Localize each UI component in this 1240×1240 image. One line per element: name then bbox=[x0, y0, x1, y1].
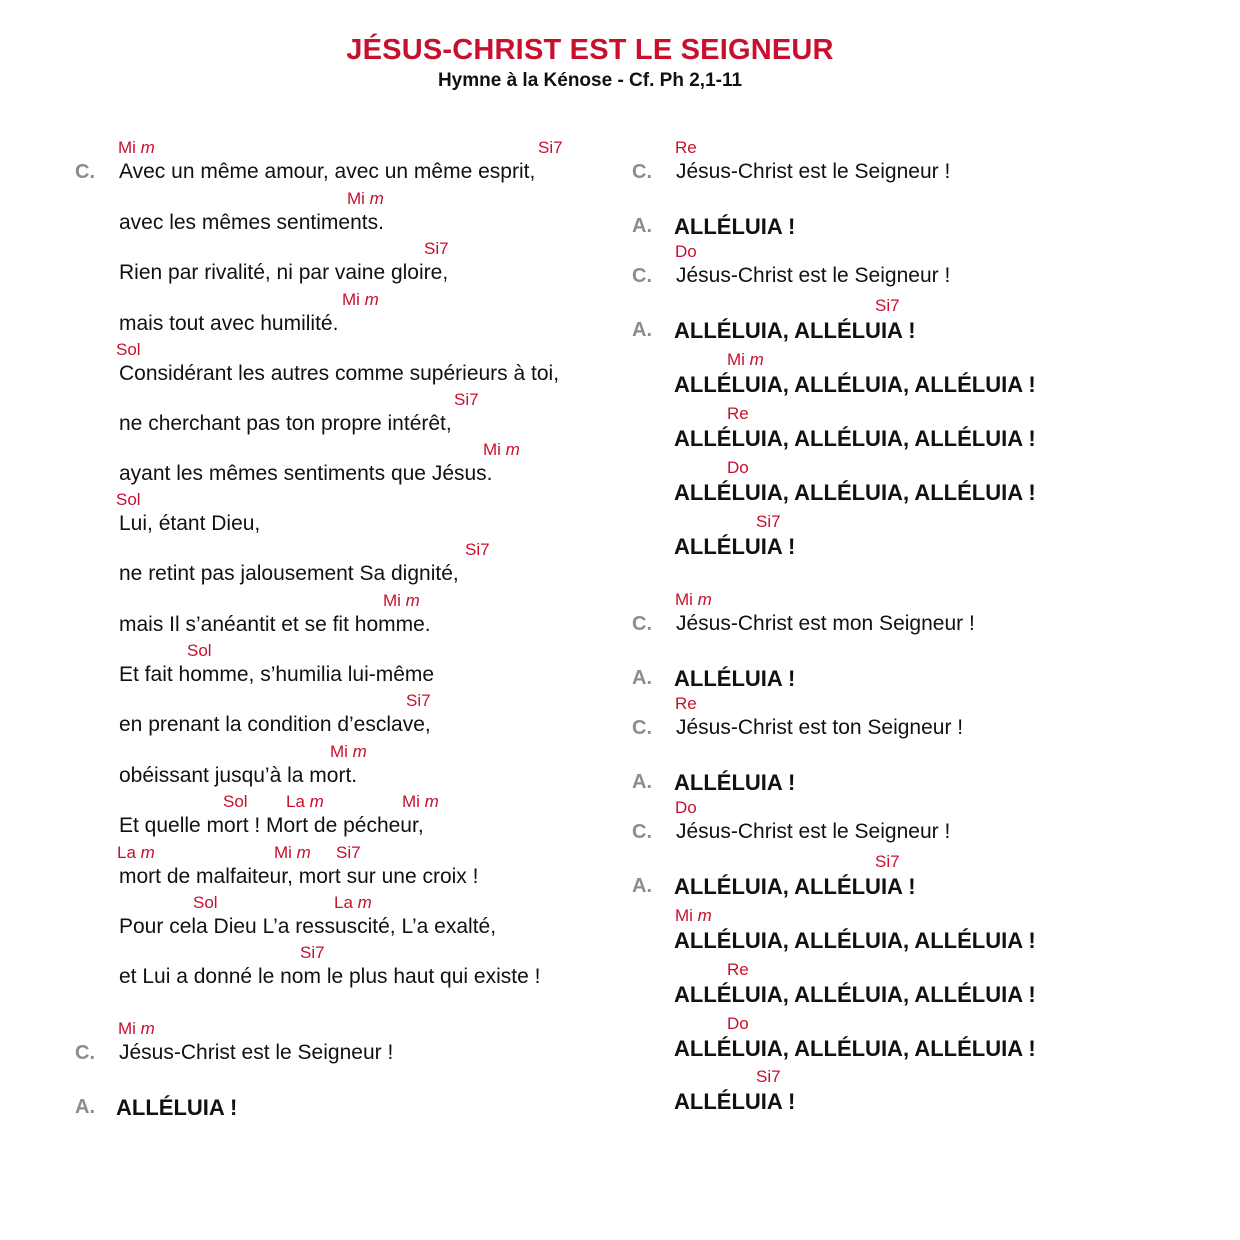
verse-label: A. bbox=[632, 875, 652, 897]
lyric-text: Jésus-Christ est le Seigneur ! bbox=[119, 1041, 394, 1064]
chord-label: Mi m bbox=[383, 591, 420, 610]
verse-label: C. bbox=[632, 613, 652, 635]
verse-line bbox=[632, 960, 1192, 1010]
lyric-text: ALLÉLUIA, ALLÉLUIA, ALLÉLUIA ! bbox=[674, 1036, 1036, 1061]
verse-label: A. bbox=[632, 319, 652, 341]
verse-label: C. bbox=[632, 821, 652, 843]
chord-label: Si7 bbox=[756, 1067, 781, 1086]
verse-line bbox=[75, 591, 615, 641]
lyric-text: mais tout avec humilité. bbox=[119, 312, 339, 335]
lyric-text: ne retint pas jalousement Sa dignité, bbox=[119, 562, 459, 585]
verse-line bbox=[632, 138, 1192, 188]
verse-line bbox=[632, 694, 1192, 744]
chord-label: Re bbox=[727, 404, 749, 423]
chord-label: Si7 bbox=[454, 390, 479, 409]
verse-label: A. bbox=[75, 1096, 95, 1118]
verse-line bbox=[632, 798, 1192, 848]
chord-label: Si7 bbox=[300, 943, 325, 962]
chord-label: Mi m bbox=[347, 189, 384, 208]
verse-label: C. bbox=[75, 161, 95, 183]
verse-label: C. bbox=[632, 717, 652, 739]
chord-label: Si7 bbox=[756, 512, 781, 531]
lyric-text: mort de malfaiteur, mort sur une croix ! bbox=[119, 865, 479, 888]
verse-label: A. bbox=[632, 771, 652, 793]
lyric-text: ALLÉLUIA, ALLÉLUIA, ALLÉLUIA ! bbox=[674, 426, 1036, 451]
lyric-text: Jésus-Christ est le Seigneur ! bbox=[676, 820, 951, 843]
verse-line bbox=[632, 906, 1192, 956]
verse-line bbox=[632, 242, 1192, 292]
lyric-text: Jésus-Christ est le Seigneur ! bbox=[676, 264, 951, 287]
lyric-text: ALLÉLUIA ! bbox=[674, 770, 796, 795]
lyric-text: ALLÉLUIA, ALLÉLUIA, ALLÉLUIA ! bbox=[674, 480, 1036, 505]
verse-line bbox=[632, 748, 1192, 798]
verse-line bbox=[632, 192, 1192, 242]
verse-label: C. bbox=[75, 1042, 95, 1064]
chord-label: Do bbox=[675, 798, 697, 817]
lyric-text: ALLÉLUIA ! bbox=[674, 534, 796, 559]
chord-label: Mi m bbox=[274, 843, 311, 862]
lyric-text: ALLÉLUIA, ALLÉLUIA, ALLÉLUIA ! bbox=[674, 928, 1036, 953]
verse-label: C. bbox=[632, 265, 652, 287]
chord-label: Re bbox=[675, 694, 697, 713]
verse-line bbox=[632, 458, 1192, 508]
chord-label: Re bbox=[727, 960, 749, 979]
song-title: JÉSUS-CHRIST EST LE SEIGNEUR bbox=[346, 34, 834, 66]
verse-label: A. bbox=[632, 215, 652, 237]
chord-label: Si7 bbox=[406, 691, 431, 710]
chord-label: Re bbox=[675, 138, 697, 157]
chord-label: Sol bbox=[116, 340, 141, 359]
lyric-text: Jésus-Christ est mon Seigneur ! bbox=[676, 612, 975, 635]
verse-line bbox=[632, 1014, 1192, 1064]
chord-label: Do bbox=[727, 1014, 749, 1033]
verse-line bbox=[75, 943, 615, 993]
chord-label: Si7 bbox=[424, 239, 449, 258]
verse-line bbox=[75, 189, 615, 239]
chord-label: Si7 bbox=[875, 296, 900, 315]
lyric-text: Jésus-Christ est ton Seigneur ! bbox=[676, 716, 964, 739]
verse-label: A. bbox=[632, 667, 652, 689]
lyric-text: Jésus-Christ est le Seigneur ! bbox=[676, 160, 951, 183]
chord-label: Mi m bbox=[118, 1019, 155, 1038]
lyric-text: Et quelle mort ! Mort de pécheur, bbox=[119, 814, 424, 837]
chord-label: Sol bbox=[116, 490, 141, 509]
chord-label: Do bbox=[675, 242, 697, 261]
verse-line bbox=[75, 1019, 615, 1069]
lyric-text: ALLÉLUIA ! bbox=[674, 1089, 796, 1114]
verse-line bbox=[75, 742, 615, 792]
chord-label: Mi m bbox=[483, 440, 520, 459]
lyric-text: Avec un même amour, avec un même esprit, bbox=[119, 160, 536, 183]
lyric-text: mais Il s’anéantit et se fit homme. bbox=[119, 613, 431, 636]
chord-label: Mi m bbox=[118, 138, 155, 157]
song-subtitle: Hymne à la Kénose - Cf. Ph 2,1-11 bbox=[437, 70, 743, 91]
lyric-text: Et fait homme, s’humilia lui-même bbox=[119, 663, 435, 686]
chord-label: Mi m bbox=[342, 290, 379, 309]
chord-label: Mi m bbox=[675, 906, 712, 925]
verse-line bbox=[75, 490, 615, 540]
verse-line bbox=[75, 641, 615, 691]
lyric-text: Lui, étant Dieu, bbox=[119, 512, 261, 535]
chord-label: Sol bbox=[193, 893, 218, 912]
lyric-text: ayant les mêmes sentiments que Jésus. bbox=[119, 462, 493, 485]
verse-label: C. bbox=[632, 161, 652, 183]
verse-line bbox=[632, 350, 1192, 400]
chord-label: Mi m bbox=[330, 742, 367, 761]
chord-label: Si7 bbox=[465, 540, 490, 559]
chord-label: Si7 bbox=[538, 138, 563, 157]
verse-line bbox=[75, 792, 615, 842]
chord-label: Sol bbox=[223, 792, 248, 811]
verse-line bbox=[75, 138, 615, 188]
lyric-text: ALLÉLUIA, ALLÉLUIA, ALLÉLUIA ! bbox=[674, 982, 1036, 1007]
verse-line bbox=[75, 239, 615, 289]
chord-label: Mi m bbox=[675, 590, 712, 609]
lyric-text: en prenant la condition d’esclave, bbox=[119, 713, 431, 736]
lyric-text: Pour cela Dieu L’a ressuscité, L’a exalté, bbox=[119, 915, 497, 938]
verse-line bbox=[632, 296, 1192, 346]
chord-label: Do bbox=[727, 458, 749, 477]
verse-line bbox=[632, 852, 1192, 902]
lyric-text: ALLÉLUIA, ALLÉLUIA ! bbox=[674, 318, 916, 343]
lyric-text: Considérant les autres comme supérieurs à toi, bbox=[119, 362, 560, 385]
verse-line bbox=[632, 590, 1192, 640]
chord-label: La m bbox=[117, 843, 155, 862]
lyric-text: ne cherchant pas ton propre intérêt, bbox=[119, 412, 452, 435]
lyric-text: avec les mêmes sentiments. bbox=[119, 211, 384, 234]
lyric-text: et Lui a donné le nom le plus haut qui existe ! bbox=[119, 965, 541, 988]
lyric-text: ALLÉLUIA, ALLÉLUIA, ALLÉLUIA ! bbox=[674, 372, 1036, 397]
verse-line bbox=[632, 1067, 1192, 1117]
chord-label: Si7 bbox=[875, 852, 900, 871]
lyric-text: ALLÉLUIA, ALLÉLUIA ! bbox=[674, 874, 916, 899]
verse-line bbox=[75, 843, 615, 893]
verse-line bbox=[75, 440, 615, 490]
lyric-text: Rien par rivalité, ni par vaine gloire, bbox=[119, 261, 449, 284]
lyric-text: ALLÉLUIA ! bbox=[674, 666, 796, 691]
chord-label: Sol bbox=[187, 641, 212, 660]
verse-line bbox=[75, 691, 615, 741]
lyric-text: obéissant jusqu’à la mort. bbox=[119, 764, 358, 787]
chord-label: La m bbox=[286, 792, 324, 811]
verse-line bbox=[632, 404, 1192, 454]
verse-line bbox=[75, 290, 615, 340]
chord-label: Si7 bbox=[336, 843, 361, 862]
verse-line bbox=[75, 893, 615, 943]
verse-line bbox=[75, 390, 615, 440]
verse-line bbox=[75, 1073, 615, 1123]
chord-label: Mi m bbox=[402, 792, 439, 811]
lyric-text: ALLÉLUIA ! bbox=[116, 1095, 238, 1120]
verse-line bbox=[75, 540, 615, 590]
verse-line bbox=[632, 512, 1192, 562]
chord-label: La m bbox=[334, 893, 372, 912]
verse-line bbox=[75, 340, 615, 390]
chord-label: Mi m bbox=[727, 350, 764, 369]
verse-line bbox=[632, 644, 1192, 694]
lyric-text: ALLÉLUIA ! bbox=[674, 214, 796, 239]
